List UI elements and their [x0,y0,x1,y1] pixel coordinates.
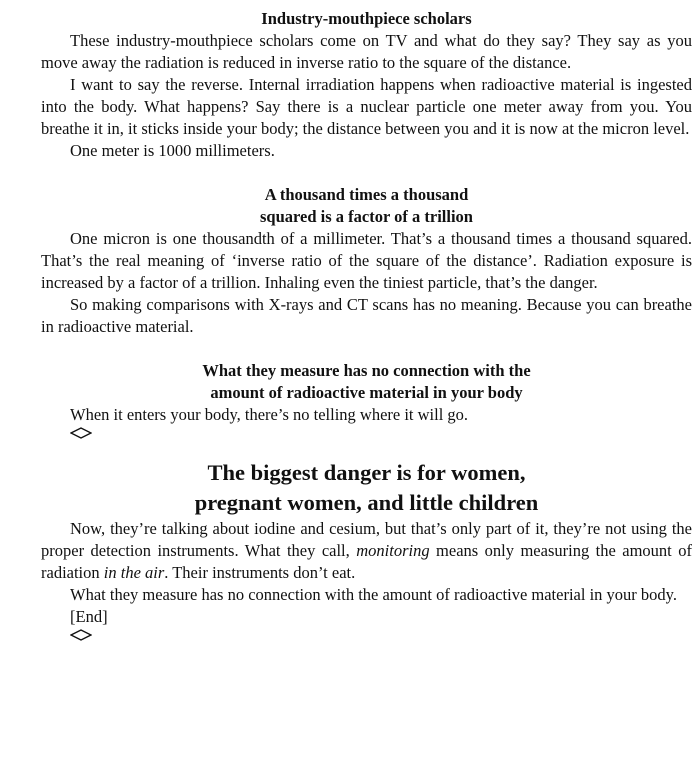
section-heading-large: The biggest danger is for women, [207,460,526,485]
paragraph: These industry-mouthpiece scholars come on TV and what do they say? They say as you move away the radiation is reduced in inverse ratio to the square of the distance. [41,31,692,72]
diamond-separator-icon [70,426,92,440]
section-heading-large: pregnant women, and little children [194,490,539,515]
section-heading: amount of radioactive material in your body [210,383,523,402]
paragraph: One micron is one thousandth of a millimeter. That’s a thousand times a thousand squared. That’s the real meaning of ‘inverse ratio of the square of the distance’. Radiation exposure is increased by a factor of a trillion. Inhaling even the tiniest particle, that’s the danger. [41,229,692,292]
paragraph: One meter is 1000 millimeters. [70,141,275,160]
diamond-separator-icon [70,628,92,642]
paragraph: So making comparisons with X-rays and CT scans has no meaning. Because you can breathe in radioactive material. [41,295,692,336]
section-heading: Industry-mouthpiece scholars [261,9,472,28]
paragraph: Now, they’re talking about iodine and cesium, but that’s only part of it, they’re not using the proper detection instruments. What they call, monitoring means only measuring the amount of radiation in the air. Their instruments don’t eat. [41,519,692,582]
paragraph: What they measure has no connection with the amount of radioactive material in your body. [70,585,677,604]
document-page [41,8,692,642]
paragraph: When it enters your body, there’s no telling where it will go. [70,405,469,424]
section-heading: What they measure has no connection with the [202,361,531,380]
section-heading: A thousand times a thousand [264,185,469,204]
section-heading: squared is a factor of a trillion [260,207,473,226]
paragraph: I want to say the reverse. Internal irradiation happens when radioactive material is ingested into the body. What happens? Say there is a nuclear particle one meter away from you. You breathe it in, it sticks inside your body; the distance between you and it is now at the micron level. [41,75,692,138]
end-mark: [End] [70,607,108,626]
